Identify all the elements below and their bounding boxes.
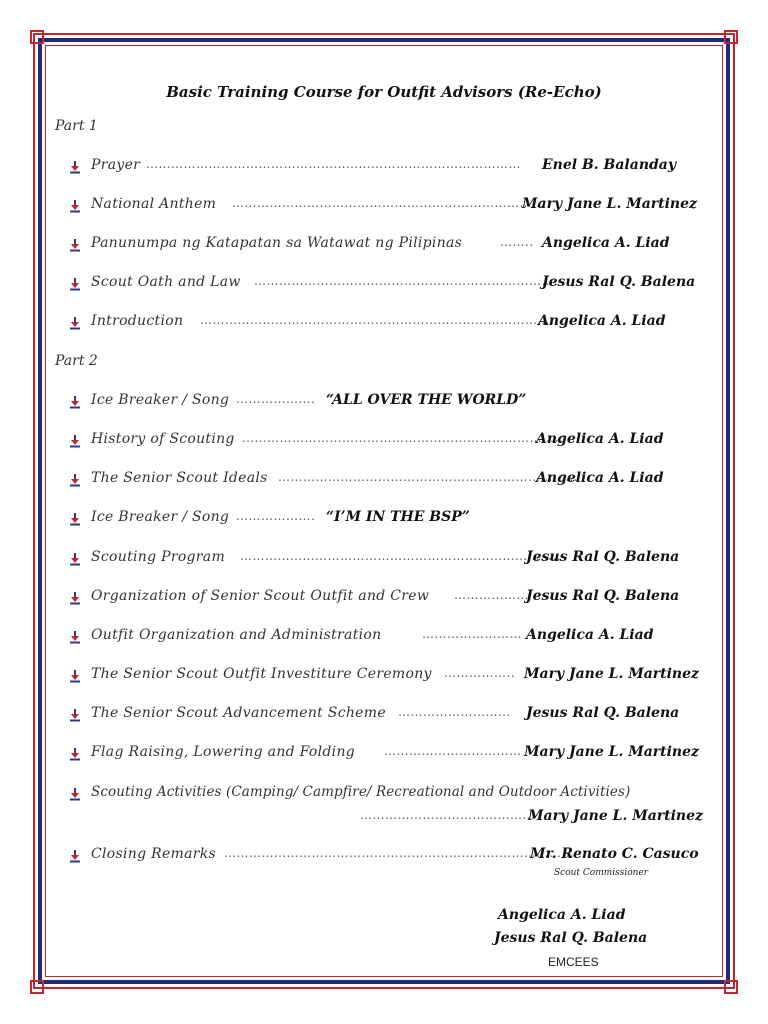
leader-dots: ……………………… <box>398 705 511 719</box>
list-item <box>68 235 702 257</box>
item-label: Organization of Senior Scout Outfit and Crew <box>91 588 430 604</box>
item-label: History of Scouting <box>91 431 235 447</box>
arrow-bullet-icon <box>68 434 82 448</box>
list-item <box>68 744 702 766</box>
list-item <box>68 313 702 335</box>
arrow-bullet-icon <box>68 160 82 174</box>
arrow-bullet-icon <box>68 473 82 487</box>
arrow-bullet-icon <box>68 630 82 644</box>
item-person: Mary Jane L. Martinez <box>522 196 697 212</box>
item-person: Mr. Renato C. Casuco <box>530 846 699 862</box>
arrow-bullet-icon <box>68 238 82 252</box>
item-person: Angelica A. Liad <box>542 235 670 251</box>
list-item <box>68 470 702 492</box>
song-title: “I’M IN THE BSP” <box>326 509 470 525</box>
item-person: Angelica A. Liad <box>536 470 664 486</box>
item-label: Closing Remarks <box>91 846 217 862</box>
item-person: Mary Jane L. Martinez <box>524 666 699 682</box>
leader-dots: ………………. <box>236 509 316 523</box>
item-label: Panunumpa ng Katapatan sa Watawat ng Pilipinas <box>91 235 463 251</box>
item-label: Outfit Organization and Administration <box>91 627 382 643</box>
arrow-bullet-icon <box>68 277 82 291</box>
item-label: The Senior Scout Outfit Investiture Ceremony <box>91 666 432 682</box>
item-person: Jesus Ral Q. Balena <box>526 549 680 565</box>
item-person: Angelica A. Liad <box>526 627 654 643</box>
list-item <box>68 666 702 688</box>
arrow-bullet-icon <box>68 395 82 409</box>
item-label: National Anthem <box>91 196 217 212</box>
arrow-bullet-icon <box>68 849 82 863</box>
arrow-bullet-icon <box>68 199 82 213</box>
leader-dots: ………………………………………………………………………….. <box>200 313 559 327</box>
leader-dots: ……………………………………………………………… <box>278 470 578 484</box>
arrow-bullet-icon <box>68 669 82 683</box>
leader-dots: ……………… <box>454 588 529 602</box>
arrow-bullet-icon <box>68 512 82 526</box>
item-person: Mary Jane L. Martinez <box>524 744 699 760</box>
item-person: Jesus Ral Q. Balena <box>526 705 680 721</box>
item-label: Prayer <box>91 157 141 173</box>
arrow-bullet-icon <box>68 591 82 605</box>
song-title: “ALL OVER THE WORLD” <box>326 392 527 408</box>
list-item <box>68 705 702 727</box>
arrow-bullet-icon <box>68 316 82 330</box>
document-title: Basic Training Course for Outfit Advisors (Re-Echo) <box>166 83 602 101</box>
leader-dots: ………………………………………………………………. <box>254 274 559 288</box>
leader-dots: ……………………………………………………………………………… <box>146 157 521 171</box>
item-person: Mary Jane L. Martinez <box>528 808 703 824</box>
emcees-label: EMCEES <box>548 955 599 969</box>
arrow-bullet-icon <box>68 708 82 722</box>
leader-dots: ………………………………………………………………….. <box>240 549 562 563</box>
leader-dots: …………………………… <box>384 744 522 758</box>
corner-ornament <box>30 980 44 994</box>
leader-dots: …….. <box>500 235 534 249</box>
list-item <box>68 509 702 531</box>
list-item <box>68 588 702 610</box>
leader-dots: ………………………………………………………………….. <box>242 431 564 445</box>
arrow-bullet-icon <box>68 552 82 566</box>
list-item <box>68 274 702 296</box>
list-item <box>68 157 702 179</box>
item-person: Angelica A. Liad <box>538 313 666 329</box>
arrow-bullet-icon <box>68 787 82 801</box>
emcee-name: Jesus Ral Q. Balena <box>494 930 648 946</box>
corner-ornament <box>30 30 44 44</box>
item-person: Angelica A. Liad <box>536 431 664 447</box>
leader-dots: ………………………………………………………………………… <box>224 846 574 860</box>
item-label: The Senior Scout Ideals <box>91 470 268 486</box>
list-item <box>68 431 702 453</box>
item-label: Scouting Program <box>91 549 226 565</box>
person-subtitle: Scout Commissioner <box>554 868 649 878</box>
item-label: Introduction <box>91 313 184 329</box>
item-person: Jesus Ral Q. Balena <box>526 588 680 604</box>
item-label: Ice Breaker / Song <box>91 509 230 525</box>
list-item <box>68 627 702 649</box>
leader-dots: ………………. <box>236 392 316 406</box>
item-label: Scouting Activities (Camping/ Campfire/ Recreational and Outdoor Activities) <box>91 784 631 800</box>
list-item <box>68 846 702 886</box>
part-2-heading: Part 2 <box>55 353 98 369</box>
item-person: Jesus Ral Q. Balena <box>542 274 696 290</box>
item-label: Flag Raising, Lowering and Folding <box>91 744 356 760</box>
item-label: Scout Oath and Law <box>91 274 241 290</box>
emcee-name: Angelica A. Liad <box>498 907 626 923</box>
leader-dots: ………………………………………………………………… <box>232 196 545 210</box>
item-label: Ice Breaker / Song <box>91 392 230 408</box>
list-item <box>68 549 702 571</box>
item-label: The Senior Scout Advancement Scheme <box>91 705 386 721</box>
item-person: Enel B. Balanday <box>542 157 676 173</box>
list-item <box>68 196 702 218</box>
leader-dots: …………….. <box>444 666 516 680</box>
corner-ornament <box>724 980 738 994</box>
list-item <box>68 392 702 414</box>
list-item <box>68 784 702 828</box>
arrow-bullet-icon <box>68 747 82 761</box>
leader-dots: …………………………………… <box>360 808 535 822</box>
leader-dots: …………………… <box>422 627 522 641</box>
part-1-heading: Part 1 <box>55 118 98 134</box>
corner-ornament <box>724 30 738 44</box>
